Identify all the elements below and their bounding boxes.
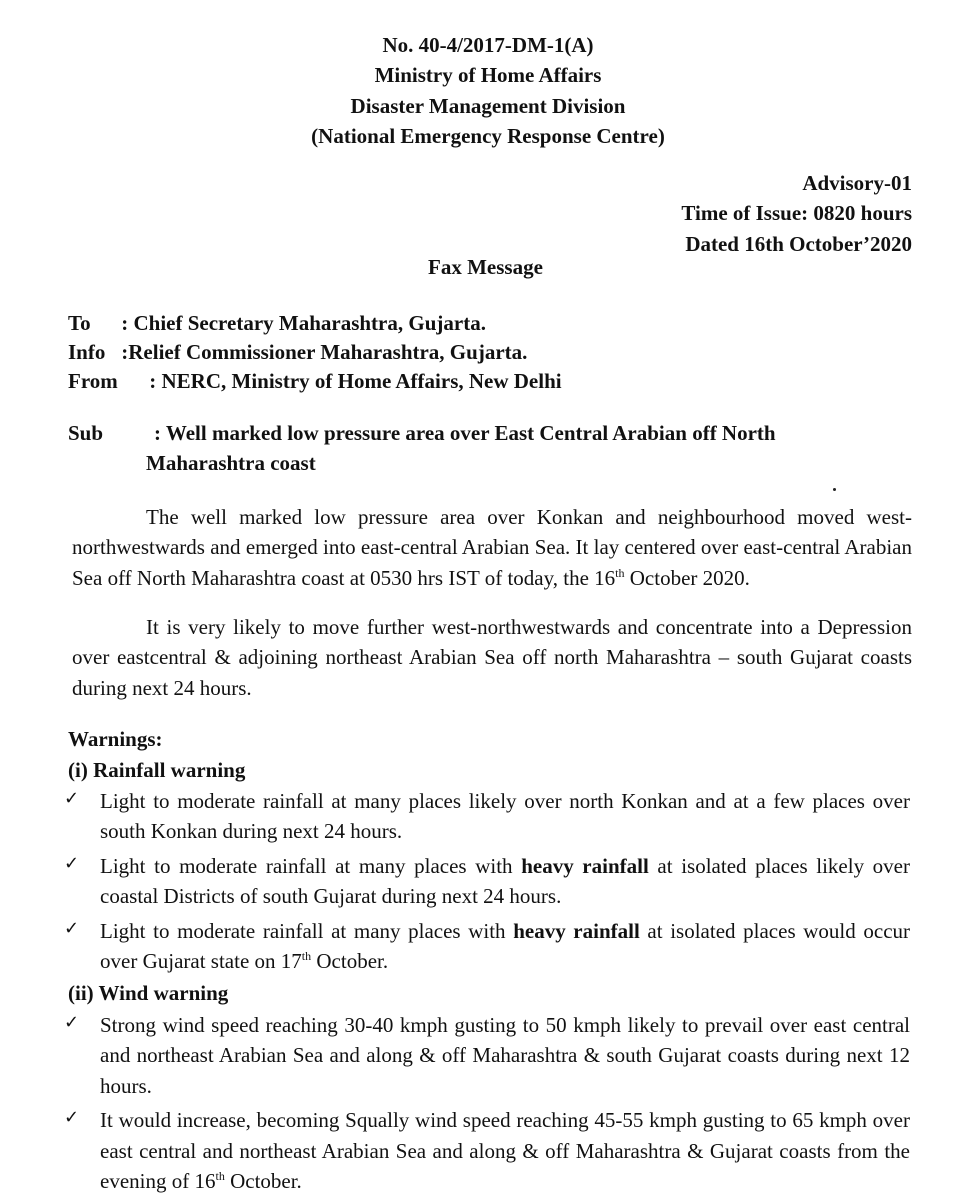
checkmark-icon: ✓: [64, 1107, 80, 1129]
para1-text: The well marked low pressure area over Konkan and neighbourhood moved west-northwestwards and emerged into east-central Arabian Sea. It lay centered over east-central Arabian Sea off North Maharashtra coast at 0530 hrs IST of today, the 16: [72, 505, 912, 590]
list-item: [64, 916, 910, 977]
list-item: [64, 786, 910, 847]
advisory-meta: [681, 168, 912, 259]
warnings-heading: Warnings:: [68, 727, 163, 751]
document-header: [0, 30, 976, 152]
fax-title: Fax Message: [428, 255, 543, 279]
rainfall-item-3-a: Light to moderate rainfall at many places with: [100, 918, 514, 943]
routing-from: [68, 366, 562, 396]
rainfall-item-3-b: at isolated places would occur over Gujarat state on 17: [100, 918, 911, 974]
wind-item-2-a: It would increase, becoming Squally wind speed reaching 45-55 kmph gusting to 65 kmph over east central and northeast Arabian Sea and along & off Maharashtra & Gujarat coasts from the evening of 16: [100, 1108, 910, 1194]
rainfall-item-2-b: at isolated places likely over coastal Districts of south Gujarat during next 24 hours.: [100, 853, 911, 909]
info-label: Info: [68, 340, 106, 364]
rainfall-warning-list: [64, 786, 910, 981]
subject-line-1: : Well marked low pressure area over East Central Arabian off North: [154, 421, 776, 445]
from-value: : NERC, Ministry of Home Affairs, New Delhi: [149, 369, 562, 393]
wind-item-2-superscript: th: [215, 1169, 225, 1184]
body-paragraph-1: [72, 502, 912, 593]
rainfall-item-3-c: October.: [311, 949, 389, 974]
to-label: To: [68, 311, 91, 335]
checkmark-icon: ✓: [64, 1012, 80, 1033]
rainfall-item-2-emphasis: heavy rainfall: [521, 853, 649, 878]
para1-end: October 2020.: [624, 565, 750, 590]
checkmark-icon: ✓: [64, 788, 80, 809]
para1-superscript: th: [615, 565, 625, 580]
rainfall-item-3-emphasis: heavy rainfall: [513, 918, 640, 943]
subject-label: Sub: [68, 421, 104, 445]
from-label: From: [68, 369, 118, 393]
ministry-name: Ministry of Home Affairs: [374, 63, 602, 88]
body-paragraph-2: It is very likely to move further west-northwestwards and concentrate into a Depression over eastcentral & adjoining northeast Arabian Sea off north Maharashtra – south Gujarat coasts during next 24 hours.: [72, 615, 912, 700]
checkmark-icon: ✓: [64, 917, 80, 939]
time-of-issue: Time of Issue: 0820 hours: [681, 201, 912, 226]
wind-warning-list: [64, 1010, 910, 1201]
rainfall-item-1: Light to moderate rainfall at many places likely over north Konkan and at a few places over south Konkan during next 24 hours.: [100, 789, 910, 844]
subject: [68, 418, 913, 479]
routing-info: [68, 337, 527, 367]
rainfall-item-2-a: Light to moderate rainfall at many places with: [100, 853, 522, 878]
list-item: [64, 1010, 910, 1101]
routing-to: [68, 308, 486, 338]
wind-item-2-b: October.: [224, 1169, 302, 1194]
list-item: [64, 1105, 910, 1196]
division-name: Disaster Management Division: [350, 93, 626, 118]
scan-speck: [833, 488, 836, 491]
issue-date: Dated 16th October’2020: [685, 231, 912, 256]
checkmark-icon: ✓: [64, 852, 80, 874]
subject-line-2: Maharashtra coast: [146, 451, 316, 476]
centre-name: (National Emergency Response Centre): [311, 124, 665, 149]
advisory-number: Advisory-01: [802, 171, 912, 195]
file-number: No. 40-4/2017-DM-1(A): [382, 33, 594, 57]
rainfall-warning-heading: (i) Rainfall warning: [68, 758, 246, 782]
wind-item-1: Strong wind speed reaching 30-40 kmph gusting to 50 kmph likely to prevail over east central and northeast Arabian Sea and along & off Maharashtra & south Gujarat coasts during next 12 hours.: [100, 1013, 910, 1098]
info-value: :Relief Commissioner Maharashtra, Gujarta.: [121, 340, 528, 364]
wind-warning-heading: (ii) Wind warning: [68, 981, 229, 1005]
to-value: : Chief Secretary Maharashtra, Gujarta.: [121, 311, 486, 335]
rainfall-item-3-superscript: th: [301, 949, 312, 964]
list-item: [64, 851, 910, 912]
